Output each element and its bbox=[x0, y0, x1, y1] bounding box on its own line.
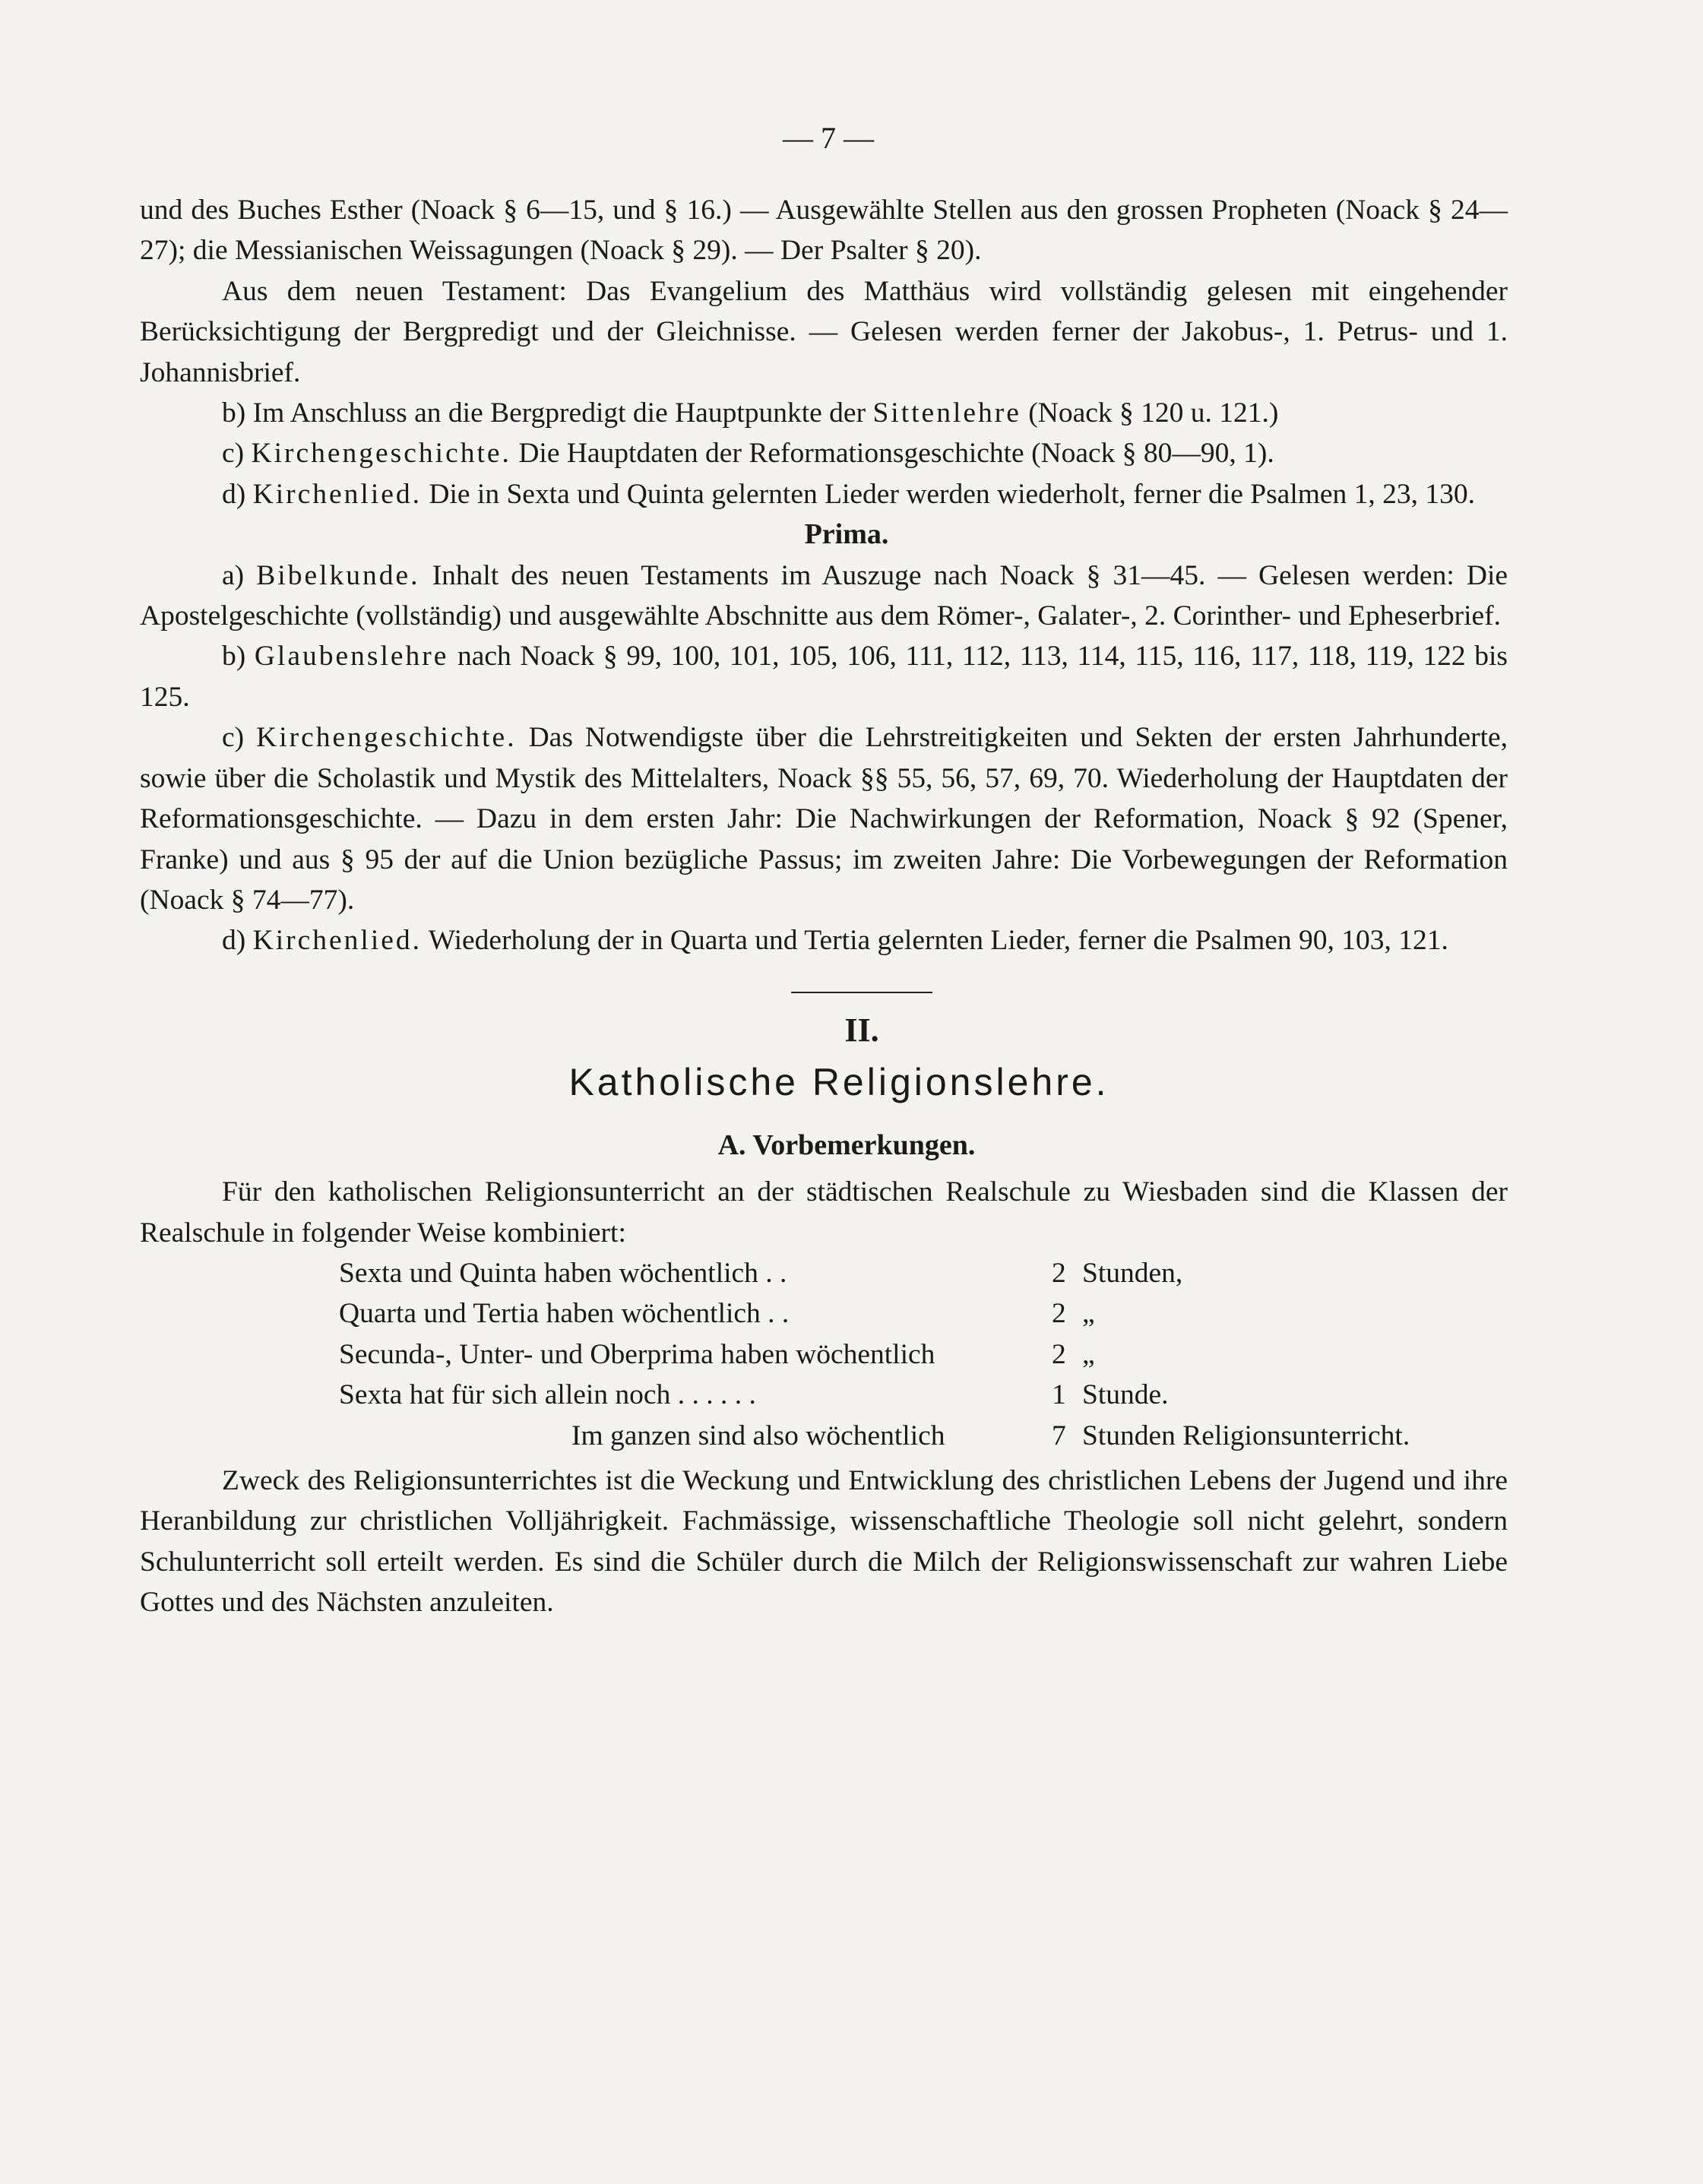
item-text-rest: Wiederholung der in Quarta und Tertia gelernten Lieder, ferner die Psalmen 90, 103, 121. bbox=[428, 925, 1448, 957]
schedule-hours: 1 bbox=[1052, 1379, 1066, 1411]
schedule-table bbox=[140, 1253, 1508, 1456]
schedule-total-unit: Stunden Religionsunterricht. bbox=[1082, 1420, 1410, 1451]
schedule-row bbox=[140, 1375, 1508, 1415]
schedule-unit: Stunde. bbox=[1082, 1379, 1169, 1411]
item-text-rest: nach Noack § 99, 100, 101, 105, 106, 111, 112, 113, 114, 115, 116, 117, 118, 119, 122 bis 125. bbox=[140, 641, 1508, 713]
item-d-kirchenlied bbox=[140, 474, 1508, 514]
item-keyword: Kirchengeschichte. bbox=[256, 722, 517, 754]
section-title: Katholische Religionslehre. bbox=[568, 1060, 1109, 1103]
prima-item-b bbox=[140, 636, 1508, 717]
body-text bbox=[140, 190, 1508, 1623]
schedule-row bbox=[140, 1253, 1508, 1293]
item-text-rest: Die in Sexta und Quinta gelernten Lieder werden wiederholt, ferner die Psalmen 1, 23, 130. bbox=[429, 478, 1476, 510]
schedule-hours: 2 bbox=[1052, 1257, 1066, 1289]
item-keyword: Sittenlehre bbox=[872, 397, 1021, 429]
schedule-row bbox=[140, 1293, 1508, 1334]
page-number: — 7 — bbox=[783, 121, 874, 155]
paragraph-new-testament: Aus dem neuen Testament: Das Evangelium des Matthäus wird vollständig gelesen mit eingehender Berücksichtigung der Bergpredigt und der Gleichnisse. — Gelesen werden ferner der Jakobus-, 1. Petrus- und 1. Johannisbrief. bbox=[140, 275, 1508, 388]
subsection-title: A. Vorbemerkungen. bbox=[717, 1128, 976, 1161]
section-number: II. bbox=[844, 1011, 879, 1049]
item-text-rest: Inhalt des neuen Testaments im Auszuge nach Noack § 31—45. — Gelesen werden: Die Apostelgeschichte (vollständig) und ausgewählte Abschnitte aus dem Römer-, Galater-, 2. Corinther- und Epheserbrief. bbox=[140, 559, 1508, 632]
item-label: a) bbox=[222, 559, 245, 591]
schedule-label: Secunda-, Unter- und Oberprima haben wöchentlich bbox=[339, 1338, 935, 1370]
item-c-kirchengeschichte bbox=[140, 433, 1508, 473]
schedule-label: Quarta und Tertia haben wöchentlich . . bbox=[339, 1298, 790, 1330]
item-label: c) bbox=[222, 438, 245, 470]
prima-item-c bbox=[140, 717, 1508, 920]
schedule-label: Sexta und Quinta haben wöchentlich . . bbox=[339, 1257, 787, 1289]
heading-prima: Prima. bbox=[804, 518, 889, 551]
item-label: b) bbox=[222, 641, 246, 673]
paragraph-intro: Für den katholischen Religionsunterricht an der städtischen Realschule zu Wiesbaden sind die Klassen der Realschule in folgender Weise kombiniert: bbox=[140, 1176, 1508, 1249]
paragraph-purpose: Zweck des Religionsunterrichtes ist die Weckung und Entwicklung des christlichen Lebens der Jugend und ihre Heranbildung zur christlichen Volljährigkeit. Fachmässige, wissenschaftliche Theologie soll nicht gelehrt, sondern Schulunterricht soll erteilt werden. Es sind die Schüler durch die Milch der Religionswissenschaft zur wahren Liebe Gottes und des Nächsten anzuleiten. bbox=[140, 1464, 1508, 1619]
item-keyword: Bibelkunde. bbox=[256, 559, 420, 591]
schedule-unit: „ bbox=[1082, 1338, 1095, 1370]
schedule-total-label: Im ganzen sind also wöchentlich bbox=[571, 1420, 945, 1451]
schedule-row bbox=[140, 1334, 1508, 1375]
item-label: d) bbox=[222, 478, 246, 510]
item-keyword: Kirchenlied. bbox=[252, 925, 423, 957]
item-text: Im Anschluss an die Bergpredigt die Hauptpunkte der bbox=[252, 397, 866, 429]
schedule-total-hours: 7 bbox=[1052, 1420, 1066, 1451]
prima-item-d bbox=[140, 920, 1508, 961]
schedule-hours: 2 bbox=[1052, 1298, 1066, 1330]
item-keyword: Glaubenslehre bbox=[254, 641, 449, 673]
schedule-unit: Stunden, bbox=[1082, 1257, 1183, 1289]
schedule-label: Sexta hat für sich allein noch . . . . . . bbox=[339, 1379, 756, 1411]
item-text-rest: Das Notwendigste über die Lehrstreitigkeiten und Sekten der ersten Jahrhunderte, sowie über die Scholastik und Mystik des Mittelalters, Noack §§ 55, 56, 57, 69, 70. Wiederholung der Hauptdaten der Reformationsgeschichte. — Dazu in dem ersten Jahr: Die Nachwirkungen der Reformation, Noack § 92 (Spener, Franke) und aus § 95 der auf die Union bezügliche Passus; im zweiten Jahre: Die Vorbewegungen der Reformation (Noack § 74—77). bbox=[140, 722, 1508, 916]
section-divider bbox=[791, 992, 932, 993]
item-keyword: Kirchengeschichte. bbox=[251, 438, 511, 470]
schedule-total bbox=[140, 1416, 1508, 1456]
item-label: b) bbox=[222, 397, 246, 429]
item-label: c) bbox=[222, 722, 245, 754]
item-text-rest: Die Hauptdaten der Reformationsgeschichte (Noack § 80—90, 1). bbox=[518, 438, 1274, 470]
item-keyword: Kirchenlied. bbox=[252, 478, 423, 510]
schedule-unit: „ bbox=[1082, 1298, 1095, 1330]
item-text-rest: (Noack § 120 u. 121.) bbox=[1028, 397, 1279, 429]
prima-item-a bbox=[140, 555, 1508, 637]
paragraph-old-testament-cont: und des Buches Esther (Noack § 6—15, und § 16.) — Ausgewählte Stellen aus den grossen Propheten (Noack § 24—27); die Messianischen Weissagungen (Noack § 29). — Der Psalter § 20). bbox=[140, 195, 1508, 267]
item-label: d) bbox=[222, 925, 246, 957]
item-b-sittenlehre bbox=[140, 393, 1508, 433]
schedule-hours: 2 bbox=[1052, 1338, 1066, 1370]
